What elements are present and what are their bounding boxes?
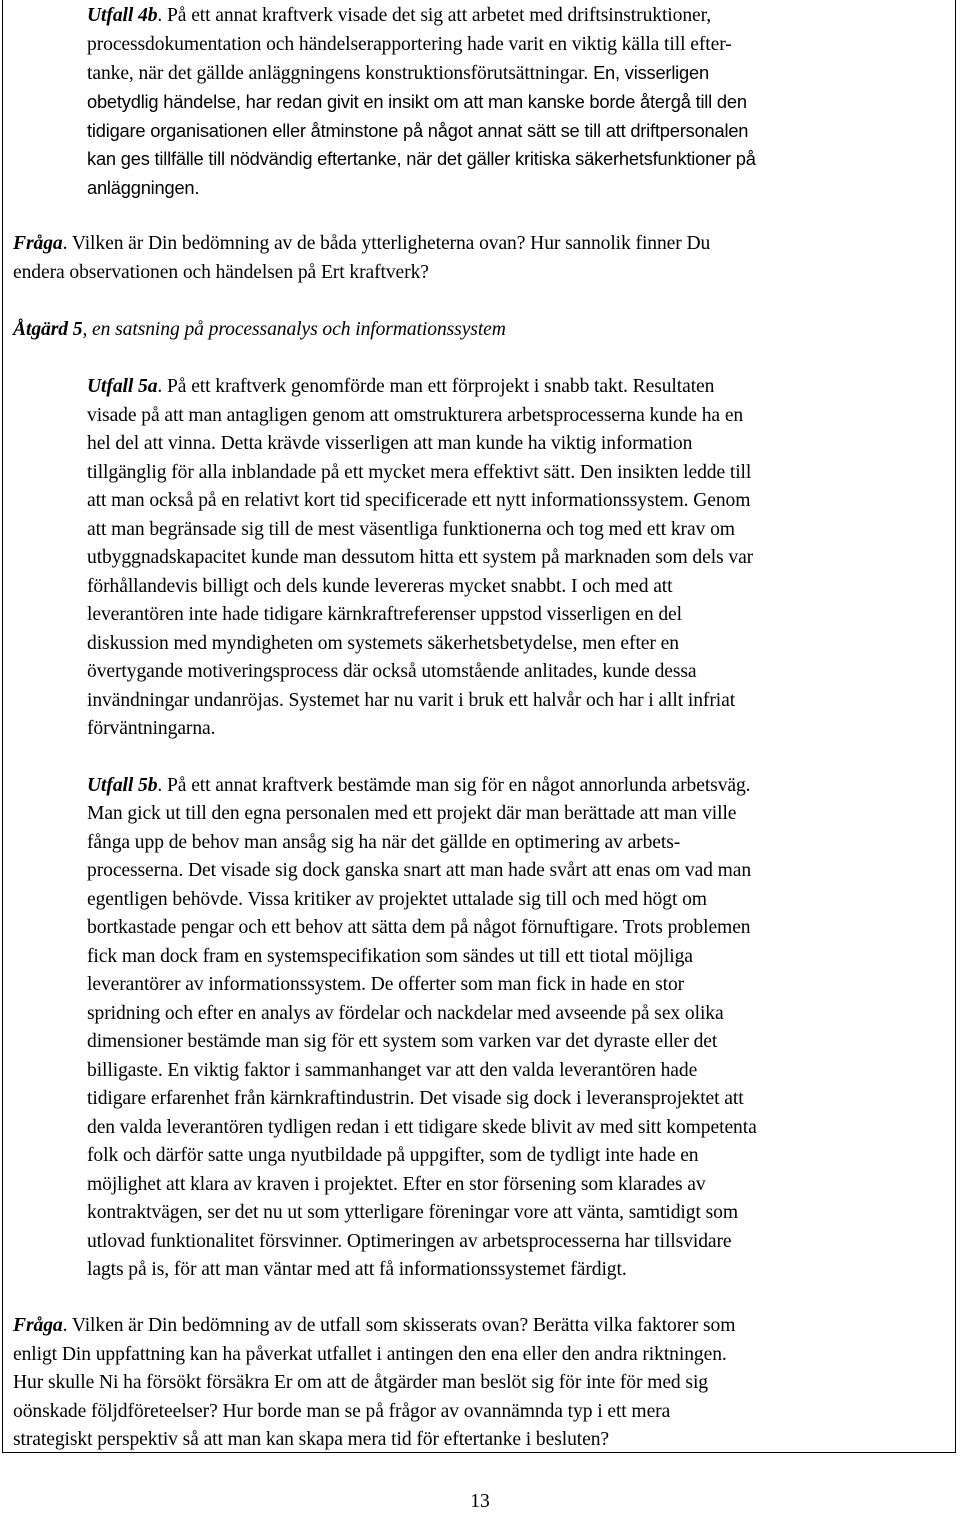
fraga-2-line-1: Fråga. Vilken är Din bedömning av de utfall som skisserats ovan? Berätta vilka faktorer som (13, 1315, 736, 1336)
utfall-4b-line-4: obetydlig händelse, har redan givit en insikt om att man kanske borde återgå till den (87, 91, 747, 112)
utfall-4b-line-2: processdokumentation och händelserapportering hade varit en viktig källa till efter- (87, 34, 732, 55)
utfall-4b-line-7: anläggningen. (87, 177, 200, 198)
utfall-5a-line-5: att man också på en relativt kort tid specificerade ett nytt informationssystem. Genom (87, 490, 751, 511)
fraga-1-line-1: Fråga. Vilken är Din bedömning av de båda ytterligheterna ovan? Hur sannolik finner Du (13, 233, 711, 254)
fraga-2-line-4: oönskade följdföreteelser? Hur borde man se på frågor av ovannämnda typ i ett mera (13, 1401, 671, 1422)
utfall-5a-line-9: leverantören inte hade tidigare kärnkraftreferenser uppstod visserligen en del (87, 604, 682, 625)
fraga-2-line-2: enligt Din uppfattning kan ha påverkat utfallet i antingen den ena eller den andra riktningen. (13, 1344, 727, 1365)
utfall-5b-line-8: leverantörer av informationssystem. De offerter som man fick in hade en stor (87, 974, 685, 995)
utfall-5b-line-10: dimensioner bestämde man sig för ett system som varken var det dyraste eller det (87, 1031, 718, 1052)
utfall-5a-line-8: förhållandevis billigt och dels kunde levereras mycket snabbt. I och med att (87, 576, 673, 597)
utfall-5b-line-7: fick man dock fram en systemspecifikation som sändes ut till ett tiotal möjliga (87, 946, 693, 967)
page-number: 13 (470, 1491, 490, 1512)
utfall-5b-line-3: fånga upp de behov man ansåg sig ha när det gällde en optimering av arbets- (87, 832, 681, 853)
utfall-5a-line-7: utbyggnadskapacitet kunde man dessutom hitta ett system på marknaden som dels var (87, 547, 754, 568)
utfall-5b-line-2: Man gick ut till den egna personalen med ett projekt där man berättade att man ville (87, 803, 737, 824)
utfall-5b-line-4: processerna. Det visade sig dock ganska snart att man hade svårt att enas om vad man (87, 860, 752, 881)
fraga-2-line-3: Hur skulle Ni ha försökt försäkra Er om att de åtgärder man beslöt sig för inte för med sig (13, 1372, 708, 1393)
utfall-5b-line-12: tidigare erfarenhet från kärnkraftindustrin. Det visade sig dock i leveransprojektet att (87, 1088, 744, 1109)
utfall-5a-line-4: tillgänglig för alla inblandade på ett mycket mera effektivt sätt. Den insikten ledde till (87, 462, 752, 483)
fraga-1-line-2: endera observationen och händelsen på Ert kraftverk? (13, 262, 429, 283)
utfall-5a-line-2: visade på att man antagligen genom att omstrukturera arbetsprocesserna kunde ha en (87, 405, 744, 426)
utfall-5b-heading: Utfall 5b (87, 775, 158, 796)
utfall-4b-line-5: tidigare organisationen eller åtminstone på något annat sätt se till att driftpersonalen (87, 120, 749, 141)
utfall-5b-line-16: kontraktvägen, ser det nu ut som ytterligare föreningar vore att vänta, samtidigt som (87, 1202, 738, 1223)
utfall-4b-heading: Utfall 4b (87, 5, 158, 26)
atgard-5-heading: Åtgärd 5, en satsning på processanalys och informationssystem (13, 319, 506, 340)
utfall-5b-line-15: möjlighet att klara av kraven i projektet. Efter en stor försening som klarades av (87, 1174, 706, 1195)
fraga-1-label: Fråga (13, 233, 63, 254)
utfall-4b-line-3: tanke, när det gällde anläggningens konstruktionsförutsättningar. En, visserligen (87, 62, 709, 84)
utfall-5b-line-1: Utfall 5b. På ett annat kraftverk bestämde man sig för en något annorlunda arbetsväg. (87, 775, 751, 796)
utfall-5b-line-11: billigaste. En viktig faktor i sammanhanget var att den valda leverantören hade (87, 1060, 698, 1081)
utfall-5a-line-1: Utfall 5a. På ett kraftverk genomförde man ett förprojekt i snabb takt. Resultaten (87, 376, 715, 397)
utfall-5b-line-9: spridning och efter en analys av fördelar och nackdelar med avseende på sex olika (87, 1003, 724, 1024)
utfall-5b-line-13: den valda leverantören tydligen redan i ett tidigare skede blivit av med sitt kompetenta (87, 1117, 757, 1138)
utfall-5a-line-12: invändningar undanröjas. Systemet har nu varit i bruk ett halvår och har i allt infriat (87, 690, 736, 711)
utfall-5a-line-11: övertygande motiveringsprocess där också utomstående anlitades, kunde dessa (87, 661, 697, 682)
fraga-2-label: Fråga (13, 1315, 63, 1336)
utfall-4b-line-1: Utfall 4b. På ett annat kraftverk visade det sig att arbetet med driftsinstruktioner, (87, 5, 712, 26)
utfall-4b-line-6: kan ges tillfälle till nödvändig eftertanke, när det gäller kritiska säkerhetsfunktioner på (87, 148, 756, 169)
utfall-5b-line-5: egentligen behövde. Vissa kritiker av projektet uttalade sig till och med högt om (87, 889, 707, 910)
utfall-5b-line-17: utlovad funktionalitet försvinner. Optimeringen av arbetsprocesserna har tillsvidare (87, 1231, 732, 1252)
utfall-5a-line-10: diskussion med myndigheten om systemets säkerhetsbetydelse, men efter en (87, 633, 679, 654)
utfall-5b-line-18: lagts på is, för att man väntar med att få informationssystemet färdigt. (87, 1259, 627, 1280)
fraga-2-line-5: strategiskt perspektiv så att man kan skapa mera tid för eftertanke i besluten? (13, 1429, 610, 1450)
atgard-5-label: Åtgärd 5 (13, 319, 83, 340)
utfall-5a-line-3: hel del att vinna. Detta krävde visserligen att man kunde ha viktig information (87, 433, 693, 454)
utfall-5a-heading: Utfall 5a (87, 376, 158, 397)
utfall-5a-line-13: förväntningarna. (87, 718, 216, 739)
utfall-5a-line-6: att man begränsade sig till de mest väsentliga funktionerna och tog med ett krav om (87, 519, 735, 540)
utfall-5b-line-6: bortkastade pengar och ett behov att sätta dem på något förnuftigare. Trots problemen (87, 917, 751, 938)
utfall-5b-line-14: folk och därför satte unga nyutbildade på uppgifter, som de tydligt inte hade en (87, 1145, 699, 1166)
